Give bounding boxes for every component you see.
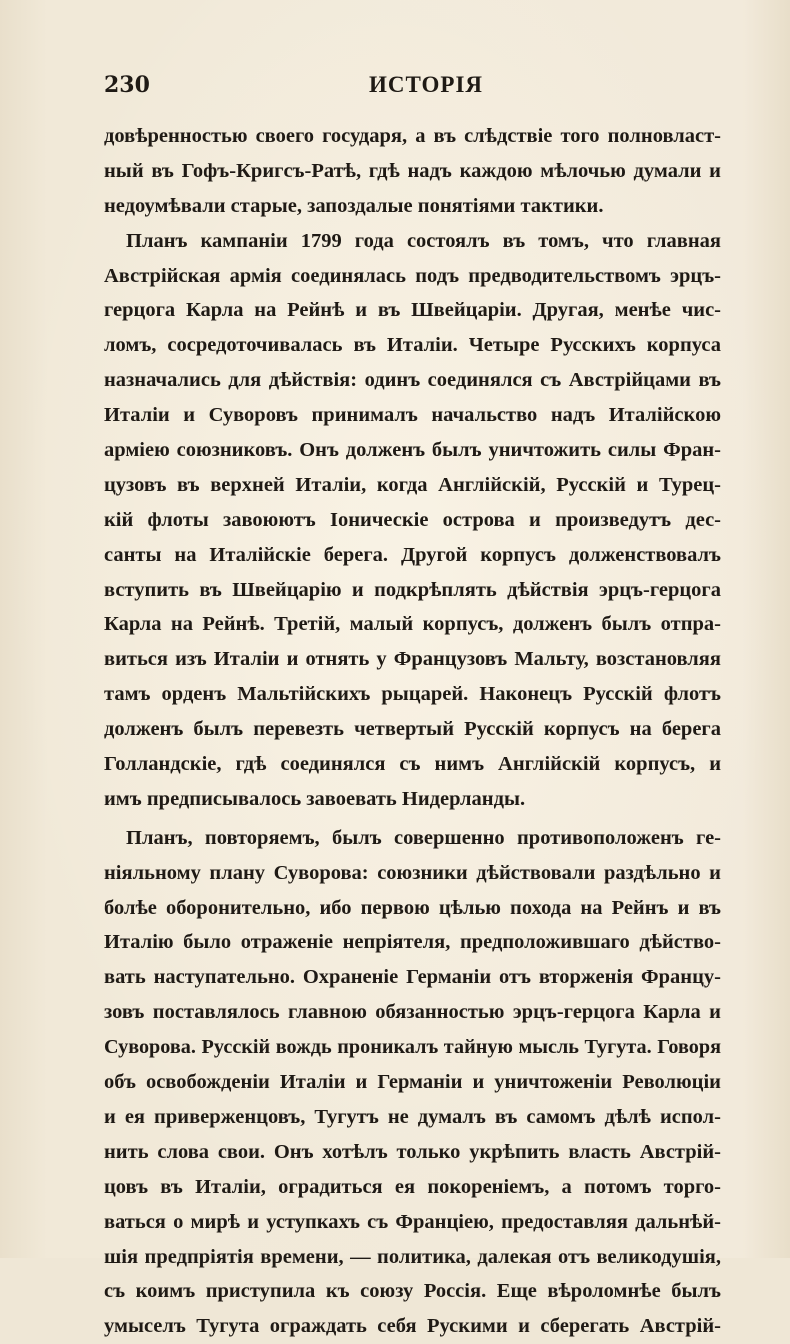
text-line: тамъ орденъ Мальтійскихъ рыцарей. Наконецъ Русскій флотъ: [104, 683, 721, 706]
text-line: болѣе оборонительно, ибо первою цѣлью похода на Рейнъ и въ: [104, 896, 721, 919]
text-line: нить слова свои. Онъ хотѣлъ только укрѣпить власть Австрій-: [104, 1140, 721, 1163]
text-line: Италію было отраженіе непріятеля, предположившаго дѣйство-: [104, 931, 721, 954]
paragraph: [104, 119, 721, 224]
paragraph: [104, 224, 721, 817]
paragraph: [104, 821, 721, 1344]
text-line: Планъ, повторяемъ, былъ совершенно противоположенъ ге-: [126, 826, 721, 849]
text-line: цузовъ въ верхней Италіи, когда Англійскій, Русскій и Турец-: [104, 473, 721, 496]
text-line: герцога Карла на Рейнѣ и въ Швейцаріи. Другая, менѣе чис-: [104, 299, 721, 322]
text-line: Карла на Рейнѣ. Третій, малый корпусъ, долженъ былъ отпра-: [104, 613, 721, 636]
text-line: ніяльному плану Суворова: союзники дѣйствовали раздѣльно и: [104, 861, 721, 884]
page-number: 230: [104, 72, 150, 98]
text-line: ломъ, сосредоточивалась въ Италіи. Четыре Русскихъ корпуса: [104, 334, 721, 357]
text-line: арміею союзниковъ. Онъ долженъ былъ уничтожить силы Фран-: [104, 439, 721, 462]
text-line: объ освобожденіи Италіи и Германіи и уничтоженіи Революціи: [104, 1071, 721, 1094]
text-line: вступить въ Швейцарію и подкрѣплять дѣйствія эрцъ-герцога: [104, 578, 721, 601]
text-line: долженъ былъ перевезть четвертый Русскій корпусъ на берега: [104, 718, 721, 741]
text-line: Планъ кампаніи 1799 года состоялъ въ томъ, что главная: [126, 229, 721, 252]
text-line: умыселъ Тугута ограждать себя Рускими и сберегать Австрій-: [104, 1315, 721, 1338]
body-text: [104, 119, 721, 1344]
text-line: Австрійская армія соединялась подъ предводительствомъ эрцъ-: [104, 264, 721, 287]
text-line: Голландскіе, гдѣ соединялся съ нимъ Англійскій корпусъ, и: [104, 753, 721, 776]
text-line: довѣренностью своего государя, а въ слѣдствіе того полновласт-: [104, 125, 721, 147]
text-line: назначались для дѣйствія: одинъ соединялся съ Австрійцами въ: [104, 369, 721, 392]
text-line: виться изъ Италіи и отнять у Французовъ Мальту, возстановляя: [104, 648, 721, 671]
text-line: Италіи и Суворовъ принималъ начальство надъ Италійскою: [104, 404, 721, 427]
text-line: кій флоты завоюютъ Іоническіе острова и произведутъ дес-: [104, 508, 721, 531]
text-line: Суворова. Русскій вождь проникалъ тайную мысль Тугута. Говоря: [104, 1036, 721, 1059]
text-line: цовъ въ Италіи, оградиться ея покореніемъ, а потомъ торго-: [104, 1175, 721, 1198]
text-line: недоумѣвали старые, запоздалые понятіями тактики.: [104, 194, 604, 217]
text-line: шія предпріятія времени, — политика, далекая отъ великодушія,: [104, 1245, 721, 1268]
text-line: вать наступательно. Охраненіе Германіи отъ вторженія Францу-: [104, 966, 721, 989]
text-line: и ея приверженцовъ, Тугутъ не думалъ въ самомъ дѣлѣ испол-: [104, 1105, 721, 1128]
text-line: ный въ Гофъ-Кригсъ-Ратѣ, гдѣ надъ каждою мѣлочью думали и: [104, 159, 721, 182]
text-line: имъ предписывалось завоевать Нидерланды.: [104, 787, 526, 810]
text-line: ваться о мирѣ и уступкахъ съ Франціею, предоставляя дальнѣй-: [104, 1210, 721, 1233]
running-title: ИСТОРІЯ: [369, 72, 484, 97]
text-line: зовъ поставлялось главною обязанностью эрцъ-герцога Карла и: [104, 1001, 721, 1024]
text-line: съ коимъ приступила къ союзу Россія. Еще вѣроломнѣе былъ: [104, 1280, 721, 1303]
text-line: санты на Италійскіе берега. Другой корпусъ долженствовалъ: [104, 543, 721, 566]
page-header: [104, 72, 721, 108]
